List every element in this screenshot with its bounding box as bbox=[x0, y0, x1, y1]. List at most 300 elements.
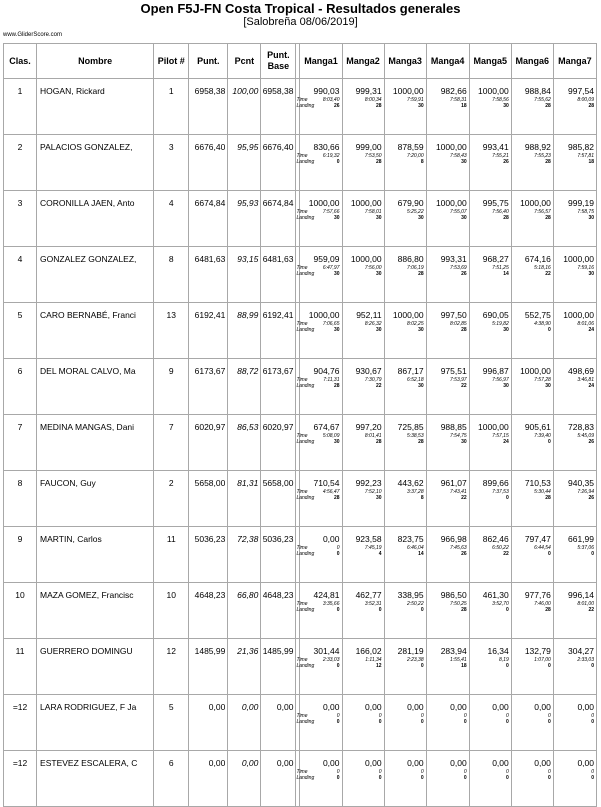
round-landing: 28 bbox=[376, 439, 382, 445]
site-link[interactable]: www.GliderScore.com bbox=[3, 32, 63, 38]
round-landing: 18 bbox=[461, 103, 467, 109]
round-time: 7:46,00 bbox=[534, 601, 551, 607]
time-label: Time bbox=[296, 97, 308, 103]
time-label: Time bbox=[296, 265, 308, 271]
cell-punt: 6173,67 bbox=[189, 359, 228, 415]
table-row bbox=[4, 79, 597, 135]
round-time: 7:20,00 bbox=[406, 153, 424, 159]
round-time: 8,19 bbox=[499, 657, 509, 663]
time-label: Time bbox=[296, 433, 308, 439]
round-landing: 24 bbox=[588, 383, 594, 389]
time-label: Time bbox=[296, 153, 308, 159]
round-score: 1000,00 bbox=[563, 310, 594, 320]
round-score: 999,19 bbox=[568, 198, 594, 208]
cell-pilot: 3 bbox=[154, 135, 189, 191]
round-time: 2:33,03 bbox=[577, 657, 594, 663]
round-time: 2:23,38 bbox=[406, 657, 424, 663]
round-score: 674,16 bbox=[524, 254, 551, 264]
cell-round-5 bbox=[469, 583, 511, 639]
cell-round-5 bbox=[469, 527, 511, 583]
table-row bbox=[4, 415, 597, 471]
round-score: 1000,00 bbox=[350, 254, 382, 264]
cell-punt: 5036,23 bbox=[189, 527, 228, 583]
cell-pilot: 2 bbox=[154, 471, 189, 527]
round-time: 8:00,09 bbox=[577, 97, 594, 103]
cell-round-4 bbox=[426, 303, 469, 359]
cell-base: 4648,23 bbox=[261, 583, 296, 639]
cell-round-6 bbox=[511, 695, 553, 751]
round-score: 1000,00 bbox=[350, 198, 382, 208]
cell-round-2 bbox=[342, 471, 384, 527]
round-time: 1:11,34 bbox=[365, 657, 382, 663]
round-time: 7:58,31 bbox=[450, 97, 467, 103]
cell-round-5 bbox=[469, 247, 511, 303]
round-score: 424,81 bbox=[313, 590, 340, 600]
time-label: Time bbox=[296, 209, 308, 215]
round-time: 0 bbox=[336, 545, 340, 551]
round-time: 0 bbox=[505, 713, 509, 719]
round-time: 0 bbox=[463, 713, 467, 719]
round-time: 3:52,70 bbox=[492, 601, 509, 607]
cell-pilot: 1 bbox=[154, 79, 189, 135]
round-score: 0,00 bbox=[322, 534, 340, 544]
round-score: 301,44 bbox=[313, 646, 340, 656]
cell-round-1 bbox=[300, 583, 342, 639]
cell-pilot: 11 bbox=[154, 527, 189, 583]
cell-round-7 bbox=[553, 527, 596, 583]
cell-round-7 bbox=[553, 135, 596, 191]
round-landing: 22 bbox=[376, 383, 382, 389]
cell-name: DEL MORAL CALVO, Ma bbox=[37, 359, 154, 415]
round-score: 166,02 bbox=[355, 646, 382, 656]
round-landing: 0 bbox=[548, 551, 551, 557]
cell-base: 6173,67 bbox=[261, 359, 296, 415]
round-landing: 0 bbox=[336, 663, 340, 669]
cell-base: 1485,99 bbox=[261, 639, 296, 695]
round-landing: 30 bbox=[376, 271, 382, 277]
table-row bbox=[4, 135, 597, 191]
round-landing: 28 bbox=[418, 271, 424, 277]
round-landing: 0 bbox=[336, 607, 340, 613]
round-time: 8:01,06 bbox=[577, 321, 594, 327]
round-score: 0,00 bbox=[365, 702, 382, 712]
cell-clas: 8 bbox=[4, 471, 37, 527]
round-landing: 28 bbox=[545, 159, 551, 165]
round-score: 968,27 bbox=[482, 254, 509, 264]
round-landing: 30 bbox=[418, 383, 424, 389]
round-time: 7:45,63 bbox=[450, 545, 467, 551]
round-time: 7:53,97 bbox=[450, 377, 467, 383]
landing-label: Landing bbox=[296, 607, 315, 613]
col-header-manga2: Manga2 bbox=[342, 44, 384, 79]
round-time: 7:06,65 bbox=[322, 321, 340, 327]
round-score: 725,85 bbox=[397, 422, 424, 432]
round-landing: 30 bbox=[503, 327, 509, 333]
cell-pcnt: 88,72 bbox=[228, 359, 261, 415]
cell-round-6 bbox=[511, 191, 553, 247]
cell-clas: =12 bbox=[4, 695, 37, 751]
round-time: 7:55,23 bbox=[534, 153, 551, 159]
round-score: 281,19 bbox=[397, 646, 424, 656]
round-score: 992,23 bbox=[355, 478, 382, 488]
round-landing: 24 bbox=[588, 327, 594, 333]
col-header-punt: Punt. bbox=[189, 44, 228, 79]
round-landing: 30 bbox=[588, 215, 594, 221]
cell-round-6 bbox=[511, 303, 553, 359]
table-row bbox=[4, 639, 597, 695]
cell-round-3 bbox=[384, 359, 426, 415]
cell-pcnt: 100,00 bbox=[228, 79, 261, 135]
table-row bbox=[4, 471, 597, 527]
landing-label: Landing bbox=[296, 159, 315, 165]
cell-round-5 bbox=[469, 303, 511, 359]
round-score: 552,75 bbox=[524, 310, 551, 320]
round-time: 0 bbox=[378, 713, 382, 719]
round-time: 6:52,18 bbox=[406, 377, 424, 383]
round-landing: 30 bbox=[418, 327, 424, 333]
round-score: 993,41 bbox=[482, 142, 509, 152]
round-score: 0,00 bbox=[577, 702, 594, 712]
cell-round-2 bbox=[342, 79, 384, 135]
cell-clas: 7 bbox=[4, 415, 37, 471]
round-time: 8:02,85 bbox=[450, 321, 467, 327]
round-time: 5:08,09 bbox=[322, 433, 340, 439]
time-label: Time bbox=[296, 601, 308, 607]
cell-name: ESTEVEZ ESCALERA, C bbox=[37, 751, 154, 807]
round-time: 7:59,16 bbox=[577, 265, 594, 271]
cell-base: 0,00 bbox=[261, 751, 296, 807]
cell-round-4 bbox=[426, 471, 469, 527]
round-landing: 30 bbox=[376, 327, 382, 333]
page-subtitle: [Salobreña 08/06/2019] bbox=[243, 16, 358, 28]
cell-base: 6020,97 bbox=[261, 415, 296, 471]
landing-label: Landing bbox=[296, 383, 315, 389]
round-time: 3:52,31 bbox=[364, 601, 382, 607]
round-time: 8:26,32 bbox=[364, 321, 382, 327]
round-landing: 22 bbox=[461, 383, 467, 389]
round-landing: 28 bbox=[461, 607, 467, 613]
round-score: 0,00 bbox=[322, 758, 340, 768]
round-landing: 0 bbox=[336, 159, 340, 165]
cell-name: MAZA GOMEZ, Francisc bbox=[37, 583, 154, 639]
round-score: 961,07 bbox=[440, 478, 467, 488]
cell-round-4 bbox=[426, 583, 469, 639]
round-score: 16,34 bbox=[487, 646, 509, 656]
round-landing: 28 bbox=[333, 495, 340, 501]
cell-base: 6676,40 bbox=[261, 135, 296, 191]
cell-name: GONZALEZ GONZALEZ, bbox=[37, 247, 154, 303]
cell-pcnt: 0,00 bbox=[228, 751, 261, 807]
col-header-manga5: Manga5 bbox=[469, 44, 511, 79]
table-row bbox=[4, 583, 597, 639]
cell-pilot: 4 bbox=[154, 191, 189, 247]
cell-round-3 bbox=[384, 247, 426, 303]
round-score: 977,76 bbox=[524, 590, 551, 600]
round-time: 0 bbox=[336, 769, 340, 775]
col-header-manga3: Manga3 bbox=[384, 44, 426, 79]
cell-punt: 1485,99 bbox=[189, 639, 228, 695]
round-time: 3:46,81 bbox=[577, 377, 594, 383]
round-score: 304,27 bbox=[568, 646, 594, 656]
cell-round-3 bbox=[384, 695, 426, 751]
round-score: 0,00 bbox=[450, 758, 467, 768]
round-landing: 0 bbox=[336, 719, 340, 725]
round-time: 0 bbox=[591, 713, 594, 719]
round-score: 959,09 bbox=[313, 254, 340, 264]
cell-round-5 bbox=[469, 415, 511, 471]
round-score: 674,67 bbox=[313, 422, 340, 432]
time-label: Time bbox=[296, 657, 308, 663]
round-landing: 30 bbox=[333, 215, 340, 221]
round-time: 1:55,41 bbox=[450, 657, 467, 663]
cell-clas: 5 bbox=[4, 303, 37, 359]
cell-clas: 1 bbox=[4, 79, 37, 135]
round-time: 5:19,82 bbox=[492, 321, 509, 327]
cell-clas: 9 bbox=[4, 527, 37, 583]
round-time: 3:35,66 bbox=[322, 601, 340, 607]
cell-round-7 bbox=[553, 415, 596, 471]
round-score: 995,75 bbox=[482, 198, 509, 208]
round-score: 985,82 bbox=[568, 142, 594, 152]
cell-round-7 bbox=[553, 247, 596, 303]
cell-round-7 bbox=[553, 191, 596, 247]
round-time: 7:54,75 bbox=[450, 433, 467, 439]
cell-round-3 bbox=[384, 639, 426, 695]
cell-round-2 bbox=[342, 135, 384, 191]
round-score: 1000,00 bbox=[435, 198, 467, 208]
round-score: 443,62 bbox=[397, 478, 424, 488]
cell-round-5 bbox=[469, 695, 511, 751]
round-score: 661,99 bbox=[568, 534, 594, 544]
cell-round-5 bbox=[469, 471, 511, 527]
cell-name: MEDINA MANGAS, Dani bbox=[37, 415, 154, 471]
cell-round-3 bbox=[384, 79, 426, 135]
cell-clas: 2 bbox=[4, 135, 37, 191]
cell-round-4 bbox=[426, 79, 469, 135]
round-score: 830,66 bbox=[313, 142, 340, 152]
cell-base: 6674,84 bbox=[261, 191, 296, 247]
round-score: 710,53 bbox=[524, 478, 551, 488]
table-row bbox=[4, 751, 597, 807]
cell-base: 5036,23 bbox=[261, 527, 296, 583]
round-time: 0 bbox=[336, 713, 340, 719]
round-time: 0 bbox=[548, 769, 551, 775]
round-landing: 0 bbox=[548, 719, 551, 725]
round-landing: 30 bbox=[461, 215, 467, 221]
round-score: 0,00 bbox=[322, 702, 340, 712]
round-score: 904,76 bbox=[313, 366, 340, 376]
cell-round-6 bbox=[511, 415, 553, 471]
results-body bbox=[4, 79, 597, 807]
cell-round-2 bbox=[342, 695, 384, 751]
time-label: Time bbox=[296, 769, 308, 775]
cell-base: 6481,63 bbox=[261, 247, 296, 303]
round-landing: 22 bbox=[503, 551, 509, 557]
round-landing: 0 bbox=[591, 551, 594, 557]
cell-round-5 bbox=[469, 751, 511, 807]
landing-label: Landing bbox=[296, 215, 315, 221]
cell-round-7 bbox=[553, 303, 596, 359]
cell-round-2 bbox=[342, 415, 384, 471]
round-landing: 0 bbox=[591, 663, 594, 669]
round-time: 7:06,19 bbox=[406, 265, 424, 271]
cell-pilot: 10 bbox=[154, 583, 189, 639]
round-score: 498,69 bbox=[568, 366, 594, 376]
round-landing: 22 bbox=[461, 495, 467, 501]
cell-round-7 bbox=[553, 639, 596, 695]
round-score: 1000,00 bbox=[520, 366, 551, 376]
cell-clas: 11 bbox=[4, 639, 37, 695]
round-time: 7:37,53 bbox=[492, 489, 509, 495]
cell-clas: =12 bbox=[4, 751, 37, 807]
round-landing: 0 bbox=[420, 663, 424, 669]
time-label: Time bbox=[296, 489, 308, 495]
round-landing: 8 bbox=[420, 159, 424, 165]
landing-label: Landing bbox=[296, 551, 315, 557]
round-score: 930,67 bbox=[355, 366, 382, 376]
round-score: 823,75 bbox=[397, 534, 424, 544]
cell-pcnt: 88,99 bbox=[228, 303, 261, 359]
round-landing: 30 bbox=[588, 271, 594, 277]
round-landing: 0 bbox=[378, 775, 382, 781]
round-time: 0 bbox=[378, 769, 382, 775]
cell-round-7 bbox=[553, 79, 596, 135]
round-landing: 0 bbox=[463, 775, 467, 781]
landing-label: Landing bbox=[296, 439, 315, 445]
round-score: 867,17 bbox=[397, 366, 424, 376]
round-time: 2:33,03 bbox=[322, 657, 340, 663]
cell-round-2 bbox=[342, 191, 384, 247]
cell-round-4 bbox=[426, 191, 469, 247]
round-landing: 30 bbox=[333, 327, 340, 333]
table-row bbox=[4, 247, 597, 303]
round-score: 710,54 bbox=[313, 478, 340, 488]
round-time: 5:45,09 bbox=[577, 433, 594, 439]
table-row bbox=[4, 191, 597, 247]
round-score: 0,00 bbox=[365, 758, 382, 768]
round-score: 690,05 bbox=[482, 310, 509, 320]
round-landing: 0 bbox=[420, 719, 424, 725]
cell-round-2 bbox=[342, 583, 384, 639]
landing-label: Landing bbox=[296, 775, 315, 781]
header-row bbox=[4, 44, 597, 79]
cell-round-1 bbox=[300, 751, 342, 807]
round-landing: 22 bbox=[545, 271, 551, 277]
round-time: 7:11,31 bbox=[323, 377, 340, 383]
cell-round-4 bbox=[426, 527, 469, 583]
round-time: 7:51,25 bbox=[492, 265, 509, 271]
round-time: 4:38,90 bbox=[534, 321, 551, 327]
table-row bbox=[4, 695, 597, 751]
cell-punt: 6481,63 bbox=[189, 247, 228, 303]
table-row bbox=[4, 303, 597, 359]
round-score: 1000,00 bbox=[308, 198, 340, 208]
round-score: 996,87 bbox=[482, 366, 509, 376]
round-landing: 0 bbox=[548, 439, 551, 445]
round-score: 462,77 bbox=[355, 590, 382, 600]
round-landing: 0 bbox=[336, 775, 340, 781]
round-landing: 0 bbox=[420, 775, 424, 781]
page-title: Open F5J-FN Costa Tropical - Resultados generales bbox=[140, 1, 461, 16]
cell-base: 6192,41 bbox=[261, 303, 296, 359]
cell-round-3 bbox=[384, 191, 426, 247]
round-time: 8:01,00 bbox=[577, 601, 594, 607]
round-score: 0,00 bbox=[450, 702, 467, 712]
round-time: 5:30,44 bbox=[534, 489, 551, 495]
round-score: 0,00 bbox=[534, 702, 551, 712]
round-time: 3:37,28 bbox=[406, 489, 424, 495]
round-time: 0 bbox=[591, 769, 594, 775]
col-header-pcnt: Pcnt bbox=[228, 44, 261, 79]
round-score: 283,94 bbox=[440, 646, 467, 656]
round-score: 461,30 bbox=[482, 590, 509, 600]
cell-base: 6958,38 bbox=[261, 79, 296, 135]
cell-round-5 bbox=[469, 359, 511, 415]
round-score: 999,00 bbox=[355, 142, 382, 152]
round-landing: 26 bbox=[333, 103, 340, 109]
col-header-manga1: Manga1 bbox=[300, 44, 342, 79]
results-table bbox=[3, 43, 597, 807]
round-time: 7:56,57 bbox=[534, 209, 551, 215]
round-score: 797,47 bbox=[524, 534, 551, 544]
round-time: 5:38,53 bbox=[406, 433, 424, 439]
cell-round-5 bbox=[469, 639, 511, 695]
round-landing: 30 bbox=[418, 215, 424, 221]
time-label: Time bbox=[296, 713, 308, 719]
round-score: 0,00 bbox=[407, 758, 424, 768]
round-time: 7:50,25 bbox=[450, 601, 467, 607]
cell-punt: 5658,00 bbox=[189, 471, 228, 527]
round-landing: 0 bbox=[548, 775, 551, 781]
round-score: 997,20 bbox=[355, 422, 382, 432]
cell-round-7 bbox=[553, 583, 596, 639]
round-landing: 26 bbox=[588, 495, 594, 501]
round-landing: 0 bbox=[420, 607, 424, 613]
col-header-manga6: Manga6 bbox=[511, 44, 553, 79]
round-time: 5:25,22 bbox=[406, 209, 424, 215]
cell-name: CORONILLA JAEN, Anto bbox=[37, 191, 154, 247]
round-landing: 28 bbox=[418, 439, 424, 445]
landing-label: Landing bbox=[296, 495, 315, 501]
cell-pcnt: 81,31 bbox=[228, 471, 261, 527]
round-time: 0 bbox=[463, 769, 467, 775]
round-time: 1:07,00 bbox=[534, 657, 551, 663]
round-landing: 30 bbox=[503, 383, 509, 389]
col-header-manga4: Manga4 bbox=[426, 44, 469, 79]
round-score: 338,95 bbox=[397, 590, 424, 600]
cell-punt: 6958,38 bbox=[189, 79, 228, 135]
round-landing: 26 bbox=[588, 439, 594, 445]
round-score: 905,61 bbox=[524, 422, 551, 432]
cell-round-3 bbox=[384, 135, 426, 191]
round-landing: 0 bbox=[505, 663, 509, 669]
cell-round-2 bbox=[342, 527, 384, 583]
round-score: 1000,00 bbox=[308, 310, 340, 320]
cell-name: HOGAN, Rickard bbox=[37, 79, 154, 135]
round-landing: 0 bbox=[505, 775, 509, 781]
cell-pcnt: 86,53 bbox=[228, 415, 261, 471]
cell-pcnt: 72,38 bbox=[228, 527, 261, 583]
round-landing: 26 bbox=[461, 271, 467, 277]
round-time: 7:59,91 bbox=[406, 97, 424, 103]
round-landing: 22 bbox=[588, 607, 594, 613]
cell-round-4 bbox=[426, 135, 469, 191]
round-time: 7:39,40 bbox=[534, 433, 551, 439]
cell-round-7 bbox=[553, 471, 596, 527]
cell-pilot: 12 bbox=[154, 639, 189, 695]
cell-pilot: 13 bbox=[154, 303, 189, 359]
cell-round-2 bbox=[342, 303, 384, 359]
